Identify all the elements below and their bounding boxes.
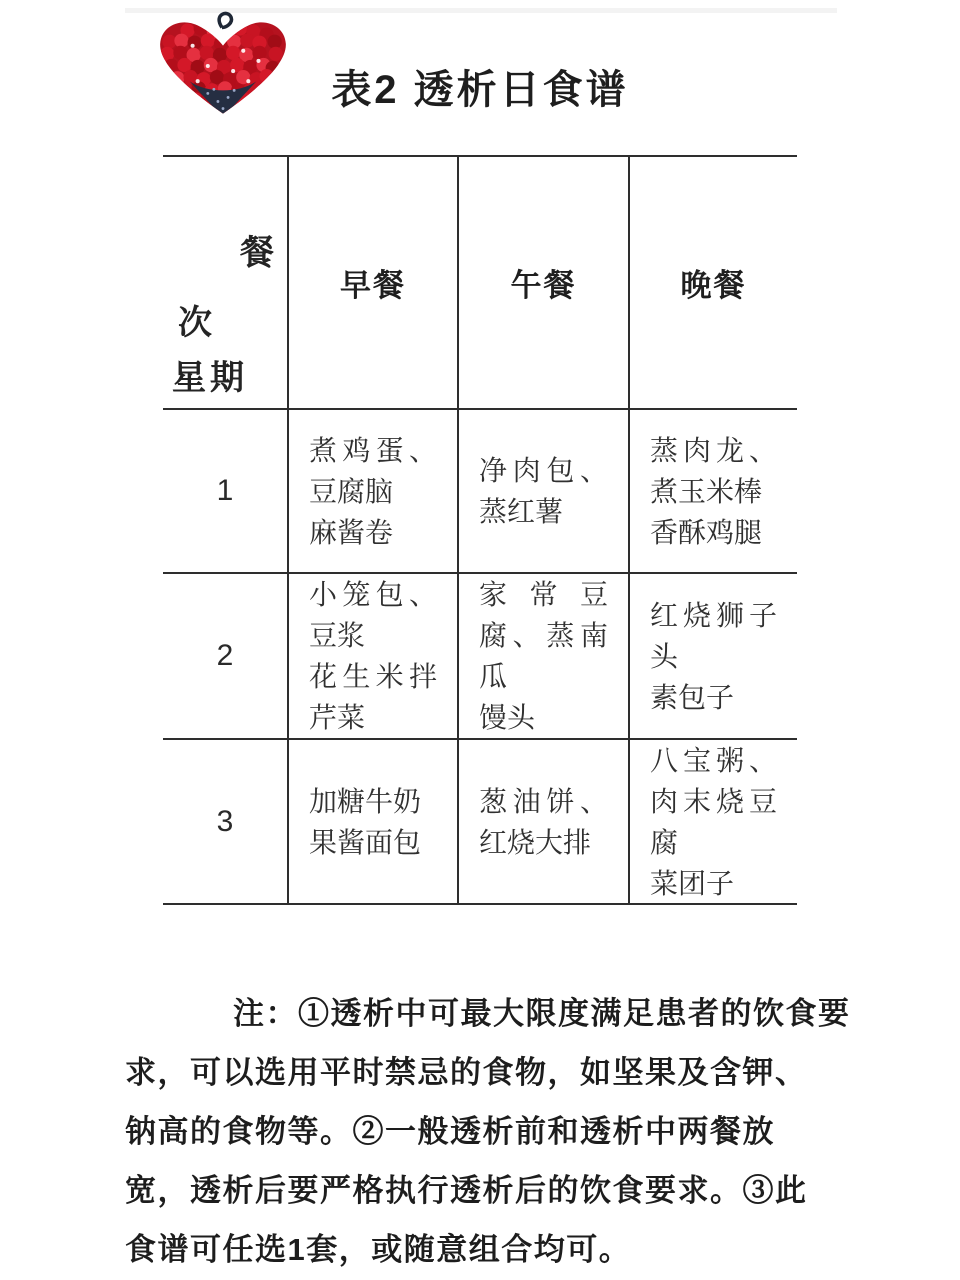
- menu-line: 芹菜: [309, 702, 366, 733]
- header-dinner: 晚餐: [628, 155, 797, 408]
- corner-meal-label-bottom: 次: [178, 304, 212, 342]
- menu-line: 豆腐脑: [309, 475, 394, 507]
- menu-line: 素包子: [650, 681, 735, 713]
- menu-line: 蒸红薯: [479, 496, 564, 527]
- cell-week2-dinner: [628, 572, 797, 738]
- cell-week3-dinner: [628, 738, 797, 905]
- cell-week2-lunch: [457, 572, 628, 738]
- menu-line: 加糖牛奶: [309, 785, 422, 817]
- cell-week3-lunch: [457, 738, 628, 905]
- menu-line: 红烧狮子: [650, 599, 777, 631]
- note-line: 宽，透析后要严格执行透析后的饮食要求。③此: [125, 1173, 808, 1208]
- cell-week1-lunch: [457, 408, 628, 572]
- menu-line: 馒头: [479, 702, 536, 733]
- menu-line: 葱油饼、: [479, 785, 608, 817]
- note-line: 求，可以选用平时禁忌的食物，如坚果及含钾、: [125, 1055, 808, 1090]
- menu-line: 腐、蒸南: [479, 620, 608, 651]
- menu-line: 肉末烧豆: [650, 785, 777, 817]
- menu-line: 豆浆: [309, 620, 366, 651]
- menu-line: 净肉包、: [479, 455, 608, 486]
- corner-week-label: 星期: [172, 359, 248, 397]
- menu-line: 腐: [650, 826, 679, 858]
- menu-line: 家常豆: [479, 579, 608, 610]
- week-cell: 1: [163, 408, 287, 572]
- menu-line: 麻酱卷: [309, 516, 394, 548]
- cell-week1-dinner: [628, 408, 797, 572]
- ribbon-loop-icon: [219, 13, 231, 27]
- menu-line: 蒸肉龙、: [650, 434, 777, 466]
- page-title: 表2 透析日食谱: [331, 68, 629, 112]
- menu-line: 头: [650, 640, 679, 672]
- week-cell: 3: [163, 738, 287, 905]
- menu-line: 煮鸡蛋、: [309, 434, 437, 466]
- note-line: 食谱可任选1套，或随意组合均可。: [125, 1232, 632, 1267]
- notes-paragraph: [125, 984, 851, 1279]
- menu-line: 香酥鸡腿: [650, 516, 763, 548]
- menu-line: 小笼包、: [309, 579, 437, 610]
- header-lunch: 午餐: [457, 155, 628, 408]
- corner-meal-label-top: 餐: [240, 234, 274, 272]
- meal-schedule-table: [163, 155, 797, 905]
- menu-line: 果酱面包: [309, 826, 422, 858]
- menu-line: 红烧大排: [479, 826, 592, 858]
- menu-line: 瓜: [479, 661, 508, 692]
- week-cell: 2: [163, 572, 287, 738]
- menu-line: 菜团子: [650, 867, 735, 899]
- note-line: 注：①透析中可最大限度满足患者的饮食要: [233, 996, 851, 1031]
- menu-line: 花生米拌: [309, 661, 437, 692]
- cell-week3-breakfast: [287, 738, 457, 905]
- cell-week1-breakfast: [287, 408, 457, 572]
- menu-line: 煮玉米棒: [650, 475, 763, 507]
- cell-week2-breakfast: [287, 572, 457, 738]
- corner-header-cell: [163, 155, 287, 408]
- note-line: 钠高的食物等。②一般透析前和透析中两餐放: [125, 1114, 775, 1149]
- menu-line: 八宝粥、: [650, 744, 777, 776]
- header-breakfast: 早餐: [287, 155, 457, 408]
